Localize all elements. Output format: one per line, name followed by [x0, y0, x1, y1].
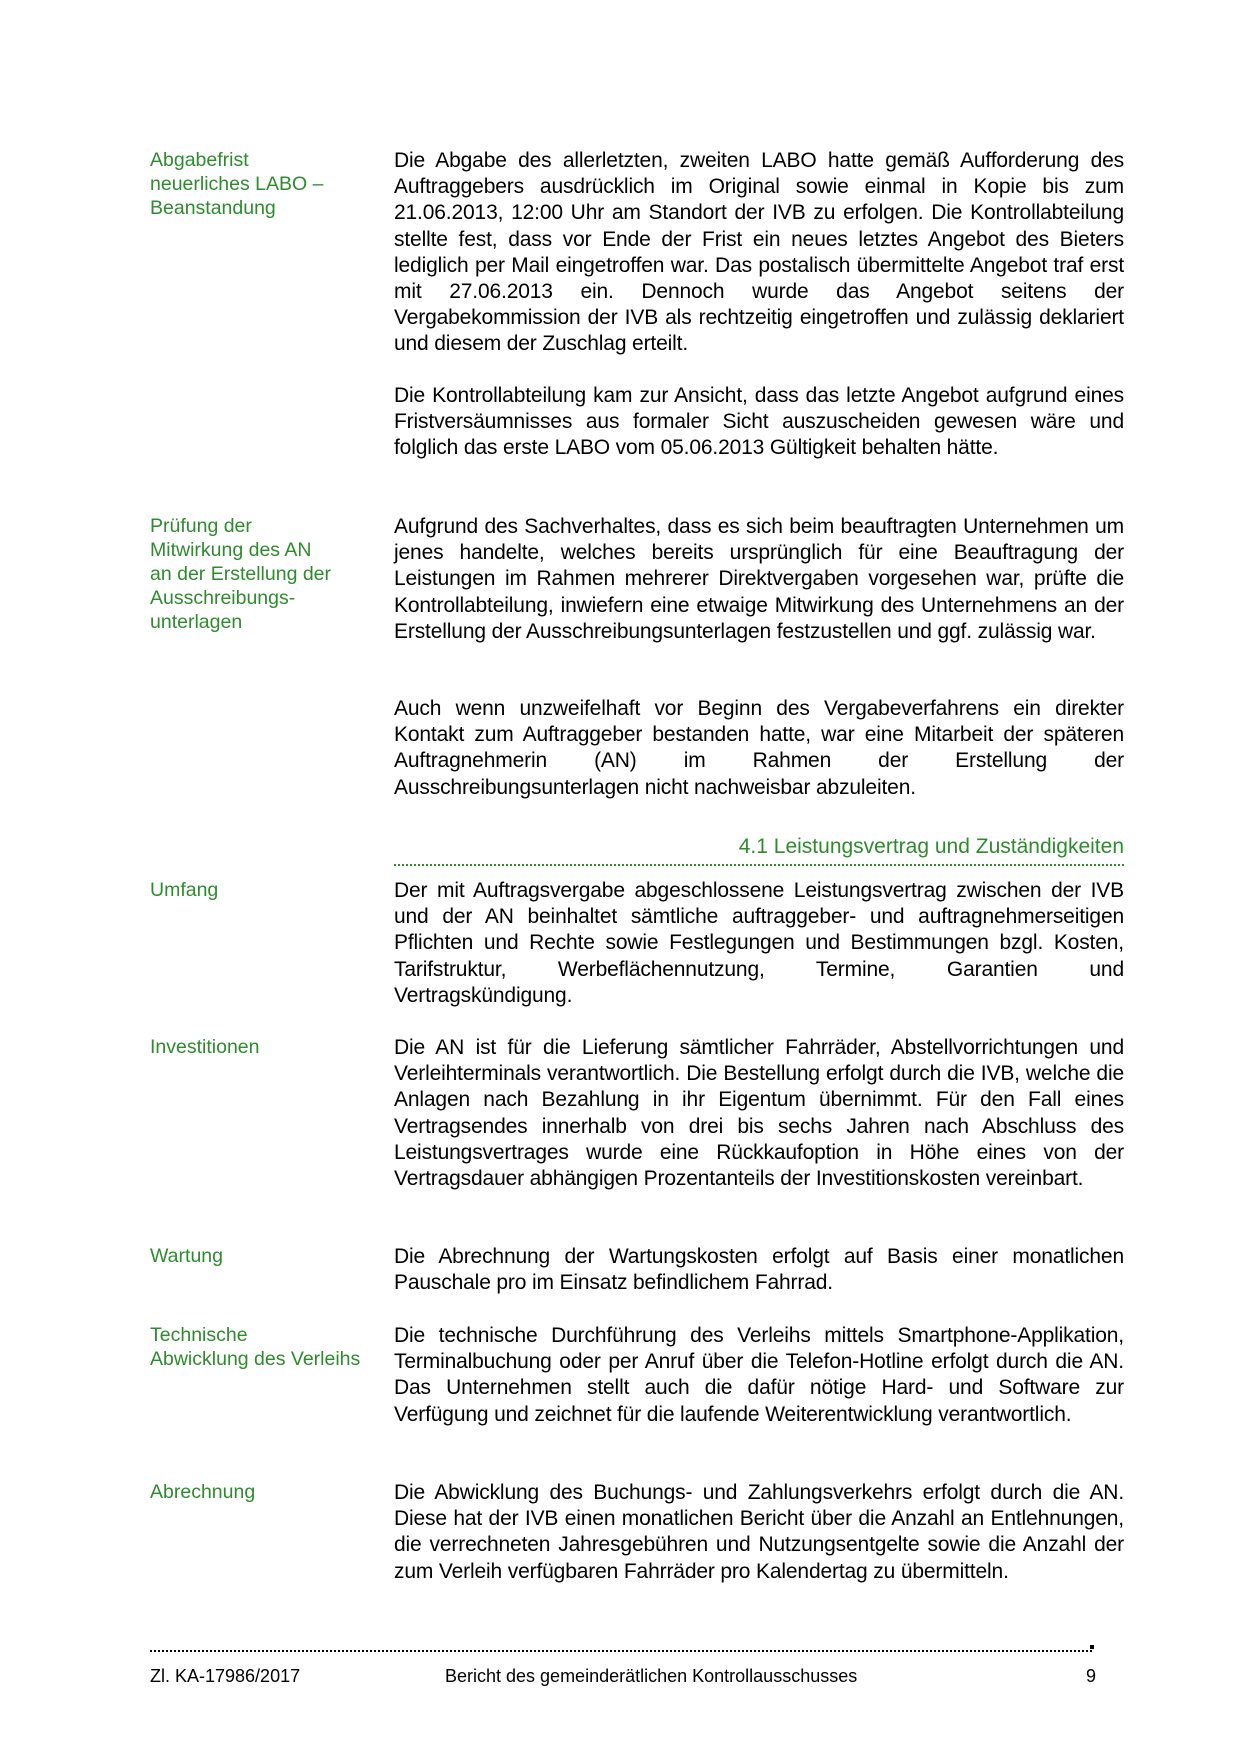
paragraph: Auch wenn unzweifelhaft vor Beginn des Vergabeverfahrens ein direkter Kontakt zum Auftraggeber bestanden hatte, war eine Mitarbeit der späteren Auftragnehmerin (AN) im Rahmen der Erstellung der Ausschreibungsunterlagen nicht nachweisbar abzuleiten. — [394, 697, 1124, 799]
footer-reference: Zl. KA-17986/2017 — [150, 1666, 301, 1686]
paragraph: Der mit Auftragsvergabe abgeschlossene Leistungsvertrag zwischen der IVB und der AN beinhaltet sämtliche auftraggeber- und auftragnehmerseitigen Pflichten und Rechte sowie Festlegungen und Bestimmungen bzgl. Kosten, Tarifstruktur, Werbeflächennutzung, Termine, Garantien und Vertragskündigung. — [394, 879, 1124, 1007]
footer-divider-end — [1090, 1645, 1094, 1649]
margin-label: Technische Abwicklung des Verleihs — [150, 1324, 361, 1370]
margin-label: Abrechnung — [150, 1481, 256, 1503]
paragraph: Die AN ist für die Lieferung sämtlicher Fahrräder, Abstellvorrichtungen und Verleihterminals verantwortlich. Die Bestellung erfolgt durch die IVB, welche die Anlagen nach Bezahlung in ihr Eigentum übernimmt. Für den Fall eines Vertragsendes innerhalb von drei bis sechs Jahren nach Abschluss des Leistungsvertrages wurde eine Rückkaufoption in Höhe eines von der Vertragsdauer abhängigen Prozentanteils der Investitionskosten vereinbart. — [394, 1036, 1124, 1191]
footer-divider — [150, 1650, 1092, 1652]
paragraph: Aufgrund des Sachverhaltes, dass es sich beim beauftragten Unternehmen um jenes handelte, welches bereits ursprünglich für eine Beauftragung der Leistungen im Rahmen mehrerer Direktvergaben vorgesehen war, prüfte die Kontrollabteilung, inwiefern eine etwaige Mitwirkung des Unternehmens an der Erstellung der Ausschreibungsunterlagen festzustellen und ggf. zulässig war. — [394, 515, 1124, 643]
paragraph: Die Kontrollabteilung kam zur Ansicht, dass das letzte Angebot aufgrund eines Fristversäumnisses aus formaler Sicht auszuscheiden gewesen wäre und folglich das erste LABO vom 05.06.2013 Gültigkeit behalten hätte. — [394, 384, 1124, 460]
footer-title: Bericht des gemeinderätlichen Kontrollausschusses — [445, 1666, 858, 1686]
margin-label: Investitionen — [150, 1036, 260, 1058]
margin-label: Wartung — [150, 1245, 223, 1267]
paragraph: Die Abrechnung der Wartungskosten erfolgt auf Basis einer monatlichen Pauschale pro im Einsatz befindlichem Fahrrad. — [394, 1245, 1124, 1295]
page-number: 9 — [1086, 1666, 1097, 1686]
paragraph: Die technische Durchführung des Verleihs mittels Smartphone-Applikation, Terminalbuchung oder per Anruf über die Telefon-Hotline erfolgt durch die AN. Das Unternehmen stellt auch die dafür nötige Hard- und Software zur Verfügung und zeichnet für die laufende Weiterentwicklung verantwortlich. — [394, 1324, 1124, 1426]
margin-label: Prüfung der Mitwirkung des AN an der Erstellung der Ausschreibungs- unterlagen — [150, 515, 332, 633]
heading-divider — [394, 864, 1124, 866]
paragraph: Die Abgabe des allerletzten, zweiten LABO hatte gemäß Aufforderung des Auftraggebers ausdrücklich im Original sowie einmal in Kopie bis zum 21.06.2013, 12:00 Uhr am Standort der IVB zu erfolgen. Die Kontrollabteilung stellte fest, dass vor Ende der Frist ein neues letztes Angebot des Bieters lediglich per Mail eingetroffen war. Das postalisch übermittelte Angebot traf erst mit 27.06.2013 ein. Dennoch wurde das Angebot seitens der Vergabekommission der IVB als rechtzeitig eingetroffen und zulässig deklariert und diesem der Zuschlag erteilt. — [394, 149, 1124, 356]
paragraph: Die Abwicklung des Buchungs- und Zahlungsverkehrs erfolgt durch die AN. Diese hat der IVB einen monatlichen Bericht über die Anzahl an Entlehnungen, die verrechneten Jahresgebühren und Nutzungsentgelte sowie die Anzahl der zum Verleih verfügbaren Fahrräder pro Kalendertag zu übermitteln. — [394, 1481, 1124, 1583]
margin-label: Umfang — [150, 879, 219, 901]
section-heading: 4.1 Leistungsvertrag und Zuständigkeiten — [738, 835, 1124, 858]
margin-label: Abgabefrist neuerliches LABO – Beanstandung — [150, 149, 324, 219]
